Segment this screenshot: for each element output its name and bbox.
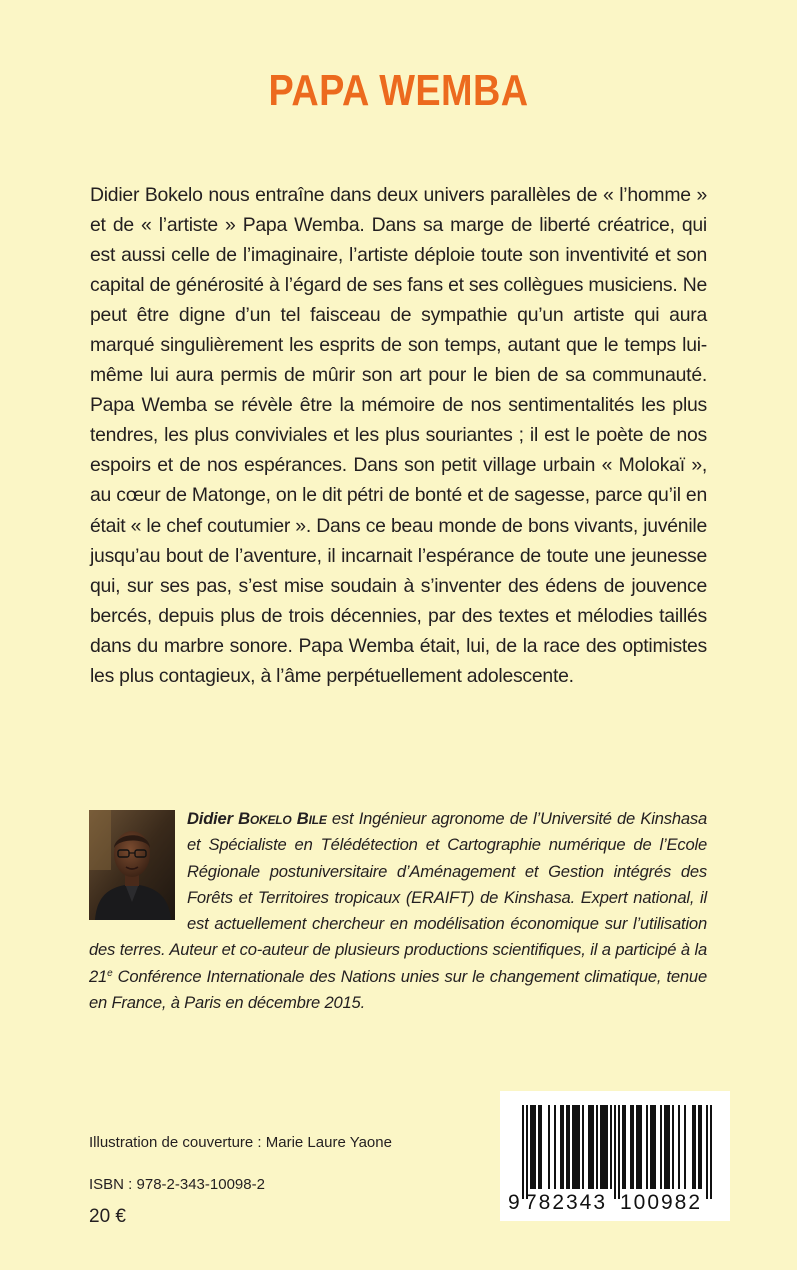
barcode-bar xyxy=(526,1105,528,1199)
barcode-bar xyxy=(532,1105,534,1189)
barcode-bar xyxy=(568,1105,570,1189)
barcode-bar xyxy=(622,1105,624,1189)
barcode-bar xyxy=(650,1105,652,1189)
barcode-bars xyxy=(522,1105,712,1199)
barcode-bar xyxy=(632,1105,634,1189)
barcode-bar xyxy=(630,1105,632,1189)
barcode-bar xyxy=(548,1105,550,1189)
barcode-bar xyxy=(600,1105,602,1189)
barcode-bar xyxy=(614,1105,616,1199)
barcode-bar xyxy=(640,1105,642,1189)
isbn-line: ISBN : 978-2-343-10098-2 xyxy=(89,1176,265,1193)
barcode-bar xyxy=(610,1105,612,1189)
barcode-bar xyxy=(588,1105,590,1189)
author-bio-text-end: Conférence Internationale des Nations unies sur le changement climatique, tenue en France, à Paris en décembre 2015. xyxy=(89,966,707,1013)
barcode-bar xyxy=(638,1105,640,1189)
barcode-bar xyxy=(530,1105,532,1189)
barcode-bar xyxy=(654,1105,656,1189)
barcode-first-digit: 9 xyxy=(508,1191,520,1214)
author-first-name: Didier xyxy=(187,809,233,828)
barcode-bar xyxy=(566,1105,568,1189)
price: 20 € xyxy=(89,1206,126,1227)
barcode-bar xyxy=(606,1105,608,1189)
author-bio xyxy=(89,806,707,1016)
author-bio-text: est Ingénieur agronome de l’Université de Kinshasa et Spécialiste en Télédétection et Cartographie numérique de l’Ecole Régionale postuniversitaire d’Aménagement et Gestion intégrés des Forêts et Territoires tropicaux (ERAIFT) de Kinshasa. Expert national, il est actuellement chercheur en modélisation économique sur l’utilisation des terres. Auteur et co-auteur de plusieurs productions scientifiques, il a participé à la 21 xyxy=(89,809,707,986)
barcode-bar xyxy=(672,1105,674,1189)
barcode-bar xyxy=(660,1105,662,1189)
book-title: PAPA WEMBA xyxy=(268,66,529,115)
barcode-bar xyxy=(596,1105,598,1189)
barcode-bar xyxy=(572,1105,574,1189)
barcode-bar xyxy=(646,1105,648,1189)
barcode-bar xyxy=(710,1105,712,1199)
barcode-bar xyxy=(554,1105,556,1189)
isbn-barcode xyxy=(500,1091,730,1221)
barcode-bar xyxy=(578,1105,580,1189)
barcode-bar xyxy=(576,1105,578,1189)
barcode-bar xyxy=(652,1105,654,1189)
barcode-bar xyxy=(590,1105,592,1189)
barcode-bar xyxy=(522,1105,524,1199)
barcode-bar xyxy=(668,1105,670,1189)
ordinal-superscript: e xyxy=(107,967,113,979)
barcode-bar xyxy=(582,1105,584,1189)
barcode-bar xyxy=(540,1105,542,1189)
barcode-bar xyxy=(692,1105,694,1189)
barcode-bar xyxy=(636,1105,638,1189)
barcode-right-group: 100982 xyxy=(620,1191,700,1214)
barcode-bar xyxy=(592,1105,594,1189)
barcode-bar xyxy=(664,1105,666,1189)
barcode-bar xyxy=(694,1105,696,1189)
barcode-bar xyxy=(604,1105,606,1189)
barcode-bar xyxy=(574,1105,576,1189)
barcode-bar xyxy=(618,1105,620,1199)
barcode-bar xyxy=(698,1105,700,1189)
barcode-bar xyxy=(602,1105,604,1189)
illustration-credit: Illustration de couverture : Marie Laure Yaone xyxy=(89,1134,392,1151)
barcode-bar xyxy=(666,1105,668,1189)
barcode-left-group: 782343 xyxy=(525,1191,605,1214)
barcode-bar xyxy=(700,1105,702,1189)
barcode-bar xyxy=(562,1105,564,1189)
barcode-bar xyxy=(706,1105,708,1199)
barcode-bar xyxy=(624,1105,626,1189)
barcode-bar xyxy=(560,1105,562,1189)
barcode-bar xyxy=(678,1105,680,1189)
barcode-bar xyxy=(534,1105,536,1189)
author-surname: Bokelo Bile xyxy=(238,809,327,828)
barcode-bar xyxy=(538,1105,540,1189)
synopsis-text: Didier Bokelo nous entraîne dans deux univers parallèles de « l’homme » et de « l’artiste » Papa Wemba. Dans sa marge de liberté créatrice, qui est aussi celle de l’imaginaire, l’artiste déploie toute son inventivité et son capital de générosité à l’égard de ses fans et ses collègues musiciens. Ne peut être digne d’un tel faisceau de sympathie qu’un artiste qui aura marqué singulièrement les esprits de son temps, autant que le temps lui-même lui aura permis de mûrir son art pour le bien de sa communauté. Papa Wemba se révèle être la mémoire de nos sentimentalités les plus tendres, les plus conviviales et les plus souriantes ; il est le poète de nos espoirs et de nos espérances. Dans son petit village urbain « Molokaï », au cœur de Matonge, on le dit pétri de bonté et de sagesse, parce qu’il en était « le chef coutumier ». Dans ce beau monde de bons vivants, juvénile jusqu’au bout de l’aventure, il incarnait l’espérance de toute une jeunesse qui, sur ses pas, s’est mise soudain à s’inventer des édens de jouvence bercés, depuis plus de trois décennies, par des textes et mélodies taillés dans du marbre sonore. Papa Wemba était, lui, de la race des optimistes les plus contagieux, à l’âme perpétuellement adolescente. xyxy=(90,184,707,687)
barcode-bar xyxy=(684,1105,686,1189)
